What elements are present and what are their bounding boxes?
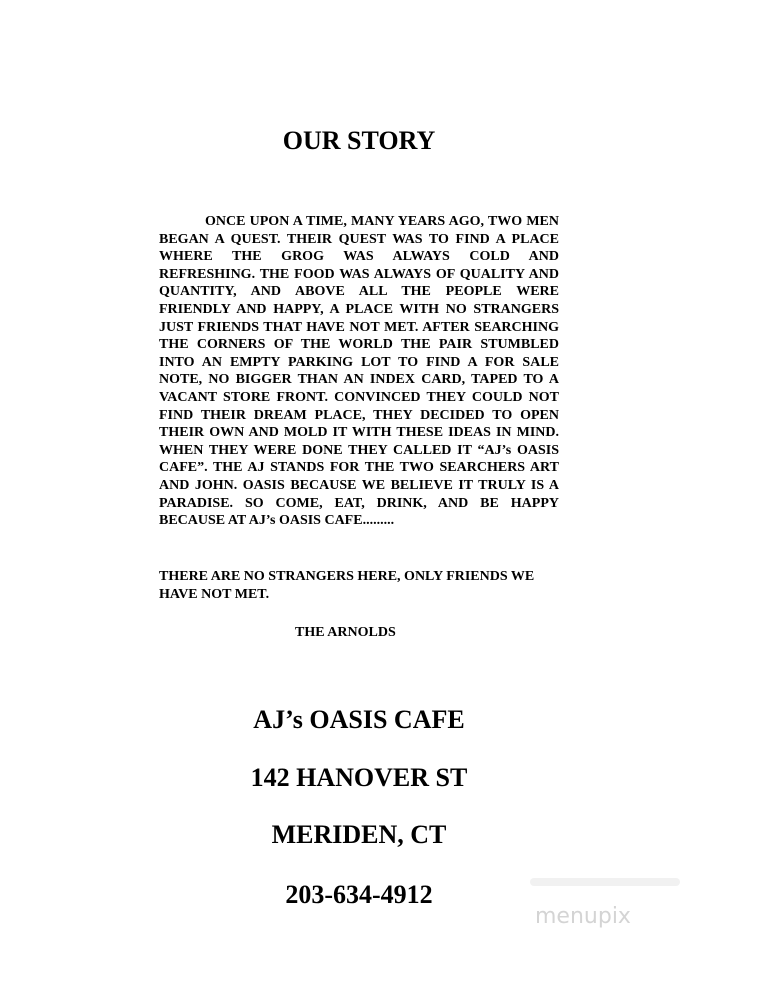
signature: THE ARNOLDS <box>295 625 396 640</box>
street-address: 142 HANOVER ST <box>250 763 468 792</box>
city-state: MERIDEN, CT <box>271 820 447 849</box>
closing-statement: THERE ARE NO STRANGERS HERE, ONLY FRIENDS WE HAVE NOT MET. <box>159 569 535 602</box>
watermark-text: menupix <box>535 904 631 929</box>
menupix-watermark-logo <box>533 895 643 935</box>
watermark-faint-band <box>530 878 680 886</box>
page-title: OUR STORY <box>282 126 436 155</box>
story-paragraph: ONCE UPON A TIME, MANY YEARS AGO, TWO MEN BEGAN A QUEST. THEIR QUEST WAS TO FIND A PLACE WHERE THE GROG WAS ALWAYS COLD AND REFRESHING. THE FOOD WAS ALWAYS OF QUALITY AND QUANTITY, AND ABOVE ALL THE PEOPLE WERE FRIENDLY AND HAPPY, A PLACE WITH NO STRANGERS JUST FRIENDS THAT HAVE NOT MET. AFTER SEARCHING THE CORNERS OF THE WORLD THE PAIR STUMBLED INTO AN EMPTY PARKING LOT TO FIND A FOR SALE NOTE, NO BIGGER THAN AN INDEX CARD, TAPED TO A VACANT STORE FRONT. CONVINCED THEY COULD NOT FIND THEIR DREAM PLACE, THEY DECIDED TO OPEN THEIR OWN AND MOLD IT WITH THESE IDEAS IN MIND. WHEN THEY WERE DONE THEY CALLED IT “AJ’s OASIS CAFE”. THE AJ STANDS FOR THE TWO SEARCHERS ART AND JOHN. OASIS BECAUSE WE BELIEVE IT TRULY IS A PARADISE. SO COME, EAT, DRINK, AND BE HAPPY BECAUSE AT AJ’s OASIS CAFE......... <box>159 214 559 529</box>
phone-number: 203-634-4912 <box>285 880 433 909</box>
cafe-name: AJ’s OASIS CAFE <box>253 705 465 734</box>
